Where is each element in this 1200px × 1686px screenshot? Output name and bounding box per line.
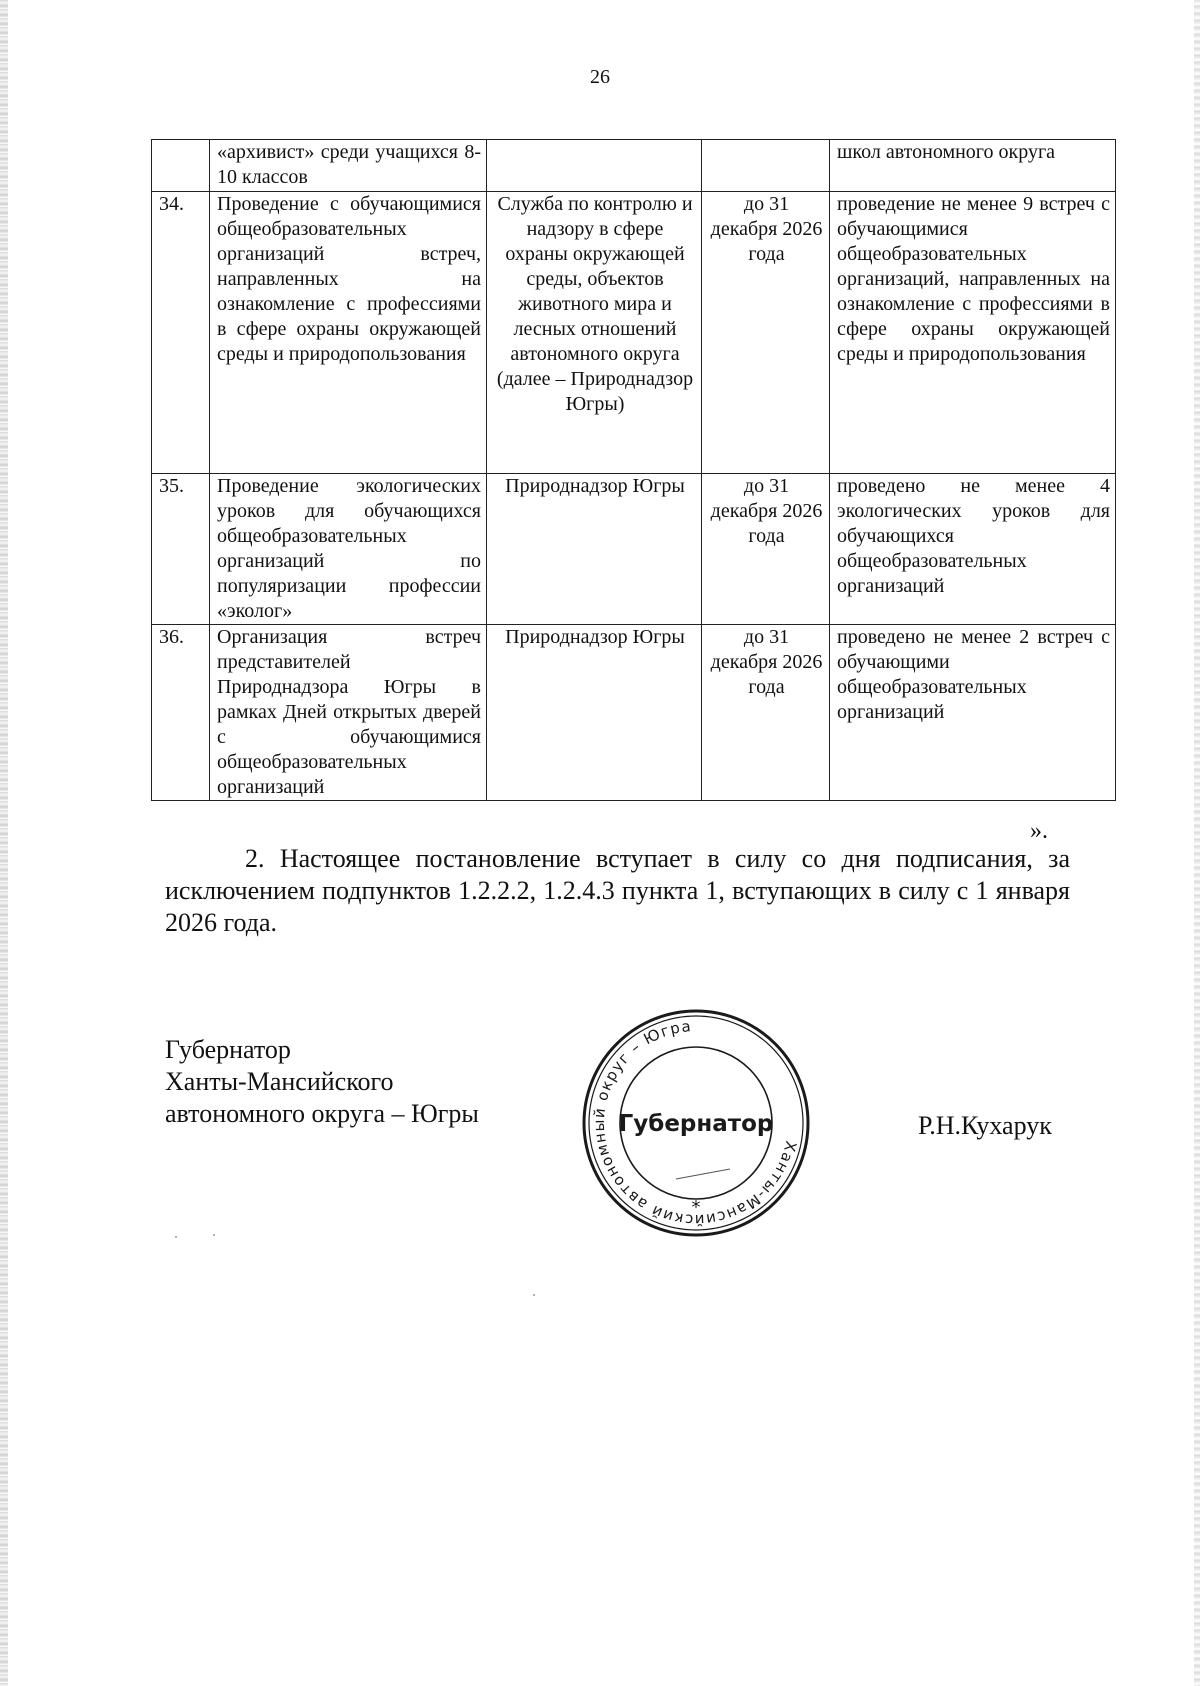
table-row	[152, 625, 1116, 801]
scan-speck	[533, 1294, 535, 1296]
row-number-cell: 35.	[152, 474, 210, 625]
signature-stroke	[676, 1169, 730, 1179]
seal-outer-text: Ханты-Мансийский автономный округ – Югра	[589, 1016, 801, 1230]
activity-cell: Проведение экологических уроков для обучающихся общеобразовательных организаций по популяризации профессии «эколог»	[210, 474, 487, 625]
scan-edge-right	[1194, 0, 1200, 1686]
seal-star: *	[691, 1197, 701, 1218]
responsible-cell: Природнадзор Югры	[487, 625, 702, 801]
deadline-cell: до 31 декабря 2026 года	[702, 474, 830, 625]
signatory-title-line: автономного округа – Югры	[165, 1099, 479, 1128]
table-row	[152, 140, 1116, 192]
deadline-cell: до 31 декабря 2026 года	[702, 192, 830, 474]
final-paragraph-text: 2. Настоящее постановление вступает в силу со дня подписания, за исключением подпунктов 1.2.2.2, 1.2.4.3 пункта 1, вступающих в силу с 1 января 2026 года.	[165, 844, 1070, 937]
page-number: 26	[590, 66, 610, 88]
activity-cell: Организация встреч представителей Природнадзора Югры в рамках Дней открытых дверей с обучающимися общеобразовательных организаций	[210, 625, 487, 801]
final-paragraph	[165, 843, 1070, 939]
signatory-title-line: Ханты-Мансийского	[165, 1067, 394, 1096]
responsible-cell: Природнадзор Югры	[487, 474, 702, 625]
closing-quote: ».	[1030, 818, 1048, 844]
responsible-cell	[487, 140, 702, 192]
table-row	[152, 192, 1116, 474]
seal-graphic	[580, 1007, 812, 1239]
row-number-cell: 36.	[152, 625, 210, 801]
official-seal	[580, 1007, 812, 1239]
result-cell: проведено не менее 4 экологических уроков для обучающихся общеобразовательных организаций	[830, 474, 1116, 625]
activity-cell: «архивист» среди учащихся 8-10 классов	[210, 140, 487, 192]
row-number-cell: 34.	[152, 192, 210, 474]
activity-cell: Проведение с обучающимися общеобразовательных организаций встреч, направленных на ознакомление с профессиями в сфере охраны окружающей среды и природопользования	[210, 192, 487, 474]
scan-speck	[175, 1236, 177, 1238]
deadline-cell: до 31 декабря 2026 года	[702, 625, 830, 801]
result-cell: школ автономного округа	[830, 140, 1116, 192]
signatory-title	[165, 1034, 479, 1130]
signatory-name: Р.Н.Кухарук	[918, 1111, 1052, 1140]
result-cell: проведение не менее 9 встреч с обучающимися общеобразовательных организаций, направленных на ознакомление с профессиями в сфере охраны окружающей среды и природопользования	[830, 192, 1116, 474]
signatory-title-line: Губернатор	[165, 1035, 291, 1064]
deadline-cell	[702, 140, 830, 192]
responsible-cell: Служба по контролю и надзору в сфере охраны окружающей среды, объектов животного мира и лесных отношений автономного округа (далее – Природнадзор Югры)	[487, 192, 702, 474]
scan-edge-left	[0, 0, 8, 1686]
seal-center-text: Губернатор	[618, 1111, 774, 1137]
table-row	[152, 474, 1116, 625]
activities-table	[151, 139, 1116, 801]
scan-speck	[213, 1234, 215, 1236]
row-number-cell	[152, 140, 210, 192]
result-cell: проведено не менее 2 встреч с обучающими общеобразовательных организаций	[830, 625, 1116, 801]
